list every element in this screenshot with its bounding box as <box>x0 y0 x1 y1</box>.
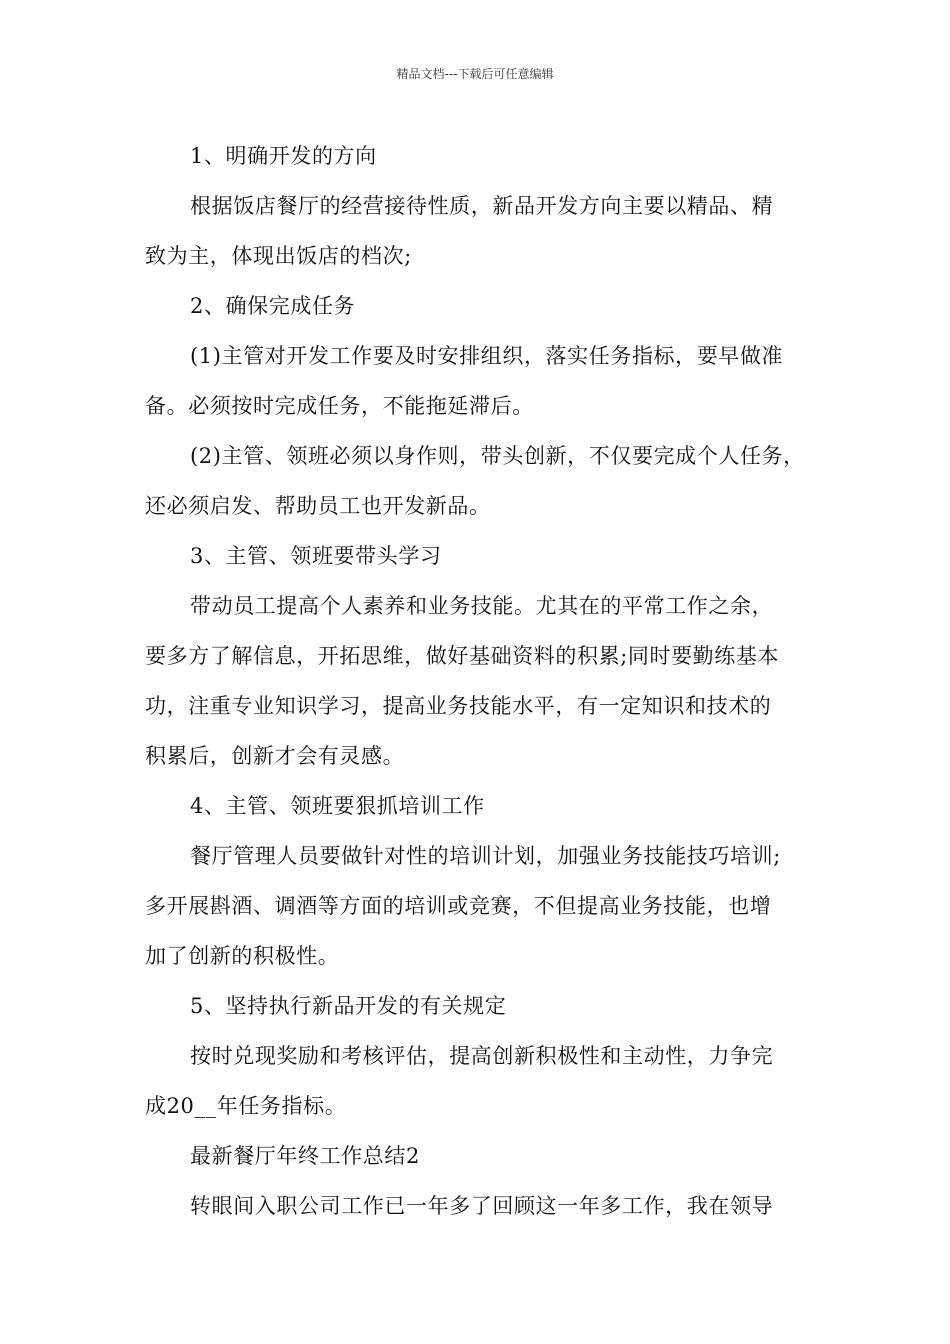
paragraph-line: 带动员工提高个人素养和业务技能。尤其在的平常工作之余， <box>190 594 774 618</box>
document-body <box>145 131 813 1231</box>
paragraph-line: 根据饭店餐厅的经营接待性质，新品开发方向主要以精品、精 <box>190 194 774 218</box>
heading-4: 4、主管、领班要狠抓培训工作 <box>190 794 485 818</box>
heading-3: 3、主管、领班要带头学习 <box>190 544 442 568</box>
paragraph-line: 转眼间入职公司工作已一年多了回顾这一年多工作，我在领导 <box>190 1194 774 1218</box>
section-title: 最新餐厅年终工作总结2 <box>190 1144 420 1168</box>
paragraph-line: 按时兑现奖励和考核评估，提高创新积极性和主动性，力争完 <box>190 1044 774 1068</box>
paragraph-line: 还必须启发、帮助员工也开发新品。 <box>145 494 491 518</box>
paragraph-line: 餐厅管理人员要做针对性的培训计划，加强业务技能技巧培训; <box>190 844 781 868</box>
heading-1: 1、明确开发的方向 <box>190 144 377 168</box>
paragraph-line: (1)主管对开发工作要及时安排组织，落实任务指标，要早做准 <box>190 344 784 368</box>
paragraph-line: 成20__年任务指标。 <box>145 1094 347 1118</box>
paragraph-line: 致为主，体现出饭店的档次; <box>145 244 412 268</box>
heading-2: 2、确保完成任务 <box>190 294 356 318</box>
paragraph-line: 加了创新的积极性。 <box>145 944 340 968</box>
paragraph-line: 要多方了解信息，开拓思维，做好基础资料的积累;同时要勤练基本 <box>145 644 780 668</box>
paragraph-line: 备。必须按时完成任务，不能拖延滞后。 <box>145 394 534 418</box>
paragraph-line: 多开展斟酒、调酒等方面的培训或竞赛，不但提高业务技能，也增 <box>145 894 772 918</box>
paragraph-line: (2)主管、领班必须以身作则，带头创新，不仅要完成个人任务， <box>190 444 805 468</box>
paragraph-line: 积累后，创新才会有灵感。 <box>145 744 405 768</box>
page-header: 精品文档---下载后可任意编辑 <box>396 67 554 81</box>
heading-5: 5、坚持执行新品开发的有关规定 <box>190 994 507 1018</box>
paragraph-line: 功，注重专业知识学习，提高业务技能水平，有一定知识和技术的 <box>145 694 772 718</box>
